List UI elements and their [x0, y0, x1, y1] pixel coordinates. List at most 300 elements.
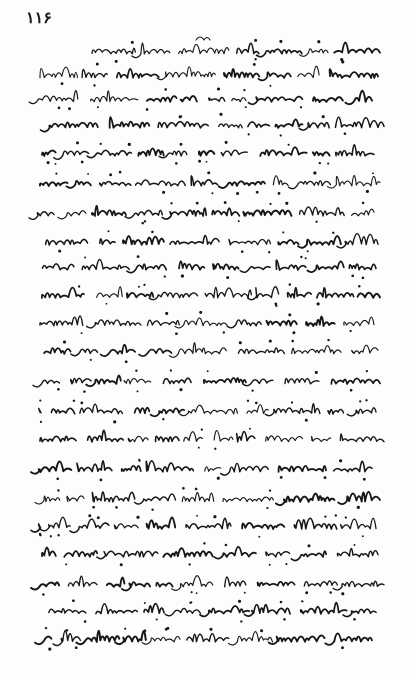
handwritten-word: [245, 605, 291, 616]
handwritten-word: [132, 43, 170, 58]
diacritic-dot: [308, 544, 311, 547]
diacritic-dot: [339, 459, 342, 462]
handwritten-word: [337, 549, 378, 557]
diacritic-dot: [269, 203, 271, 205]
handwritten-word: [214, 431, 233, 442]
diacritic-dot: [219, 113, 222, 116]
diacritic-dot: [359, 400, 361, 402]
handwritten-word: [298, 236, 341, 248]
diacritic-dot: [100, 143, 102, 145]
diacritic-dot: [162, 418, 164, 420]
handwritten-word: [331, 378, 380, 384]
handwritten-word: [266, 552, 290, 557]
diacritic-dot: [351, 274, 354, 277]
diacritic-dot: [196, 515, 198, 517]
handwritten-word: [58, 211, 86, 219]
handwritten-word: [184, 432, 203, 442]
handwritten-word: [35, 637, 51, 645]
handwritten-word: [181, 96, 197, 101]
handwritten-word: [70, 378, 91, 383]
diacritic-dot: [108, 230, 110, 232]
handwritten-word: [156, 436, 179, 441]
diacritic-dot: [199, 311, 202, 314]
diacritic-dot: [363, 478, 366, 481]
diacritic-dot: [99, 478, 102, 481]
handwritten-word: [238, 348, 284, 354]
diacritic-dot: [211, 192, 213, 194]
handwritten-word: [269, 635, 325, 644]
diacritic-dot: [344, 132, 347, 135]
diacritic-dot: [354, 544, 356, 546]
diacritic-dot: [358, 285, 361, 288]
handwritten-word: [110, 117, 150, 128]
diacritic-dot: [39, 533, 41, 535]
handwritten-word: [125, 210, 162, 218]
handwritten-word: [39, 408, 41, 413]
handwritten-word: [204, 378, 246, 383]
handwritten-word: [347, 408, 376, 416]
handwritten-word: [122, 582, 150, 590]
manuscript-line: [31, 576, 384, 596]
diacritic-dot: [350, 389, 353, 392]
manuscript-line: [49, 599, 376, 622]
manuscript-line: [35, 627, 372, 651]
diacritic-dot: [175, 332, 178, 335]
handwritten-word: [219, 124, 243, 128]
diacritic-dot: [224, 201, 227, 204]
diacritic-dot: [324, 515, 326, 517]
handwritten-word: [41, 122, 98, 131]
handwritten-word: [44, 348, 71, 354]
diacritic-dot: [56, 478, 59, 481]
diacritic-dot: [57, 388, 60, 391]
diacritic-dot: [179, 115, 182, 118]
manuscript-line: [40, 63, 378, 87]
handwritten-word: [127, 293, 153, 298]
diacritic-dot: [315, 371, 318, 374]
handwritten-word: [276, 260, 306, 270]
diacritic-dot: [353, 618, 356, 621]
handwritten-word: [82, 259, 129, 269]
manuscript-line: [41, 113, 384, 137]
diacritic-dot: [282, 231, 284, 233]
diacritic-dot: [166, 627, 169, 630]
diacritic-dot: [113, 420, 116, 423]
diacritic-dot: [288, 313, 291, 316]
handwritten-word: [213, 264, 239, 270]
diacritic-dot: [341, 646, 344, 649]
diacritic-dot: [280, 476, 283, 479]
handwritten-word: [163, 548, 212, 557]
handwritten-word: [128, 436, 148, 441]
manuscript-line: [42, 283, 380, 307]
diacritic-dot: [97, 106, 99, 108]
diacritic-dot: [162, 191, 165, 194]
handwritten-word: [337, 234, 378, 248]
diacritic-dot: [357, 506, 360, 509]
manuscript-line: [42, 542, 378, 566]
handwritten-word: [157, 67, 215, 80]
diacritic-dot: [106, 303, 108, 305]
handwritten-word: [327, 176, 380, 189]
diacritic-dot: [241, 250, 244, 253]
handwritten-word: [219, 181, 265, 188]
handwritten-word: [40, 436, 76, 441]
diacritic-dot: [84, 257, 86, 259]
diacritic-dot: [73, 400, 75, 402]
diacritic-dot: [206, 161, 208, 163]
diacritic-dot: [190, 601, 192, 603]
diacritic-dot: [135, 369, 137, 371]
manuscript-line: [31, 459, 372, 482]
manuscript-line: [42, 141, 374, 165]
handwritten-word: [158, 122, 208, 128]
diacritic-dot: [365, 399, 367, 401]
diacritic-dot: [280, 134, 282, 136]
handwritten-word: [96, 604, 137, 614]
handwritten-word: [260, 147, 307, 156]
handwritten-word: [334, 461, 372, 471]
diacritic-dot: [45, 627, 47, 629]
diacritic-dot: [292, 331, 295, 334]
handwritten-word: [76, 631, 119, 644]
handwritten-word: [114, 524, 138, 529]
diacritic-dot: [269, 564, 271, 566]
diacritic-dot: [305, 591, 308, 594]
handwritten-word: [285, 379, 319, 384]
diacritic-dot: [251, 389, 253, 391]
handwritten-word: [301, 603, 347, 614]
diacritic-dot: [240, 620, 242, 622]
diacritic-dot: [182, 487, 185, 490]
handwritten-word: [187, 634, 229, 642]
handwritten-word: [300, 207, 345, 216]
handwritten-word: [97, 551, 158, 558]
diacritic-dot: [213, 515, 216, 518]
handwritten-word: [200, 606, 249, 616]
diacritic-dot: [50, 535, 52, 537]
diacritic-dot: [225, 544, 228, 547]
diacritic-dot: [119, 171, 122, 174]
diacritic-dot: [366, 370, 368, 372]
diacritic-dot: [144, 220, 146, 222]
diacritic-dot: [317, 40, 320, 43]
diacritic-dot: [83, 390, 86, 393]
diacritic-dot: [170, 369, 172, 371]
diacritic-dot: [317, 302, 320, 305]
handwritten-word: [221, 150, 247, 156]
handwritten-word: [68, 576, 97, 587]
handwritten-word: [172, 576, 213, 591]
diacritic-dot: [253, 63, 256, 66]
diacritic-dot: [124, 628, 126, 630]
diacritic-dot: [274, 302, 277, 305]
diacritic-dot: [248, 133, 250, 135]
handwritten-word: [257, 49, 302, 57]
handwritten-word: [179, 261, 204, 270]
diacritic-dot: [214, 448, 216, 450]
diacritic-dot: [55, 163, 57, 165]
manuscript-line: [29, 87, 372, 110]
manuscript-line: [40, 171, 380, 195]
diacritic-dot: [196, 592, 198, 594]
handwritten-word: [92, 48, 135, 54]
handwritten-word: [232, 98, 246, 102]
handwritten-word: [345, 91, 372, 104]
handwritten-word: [124, 379, 151, 384]
handwritten-word: [71, 349, 98, 355]
handwritten-word: [35, 496, 60, 504]
handwritten-word: [92, 492, 134, 502]
handwritten-word: [313, 97, 343, 102]
diacritic-dot: [247, 400, 249, 402]
handwritten-word: [70, 519, 109, 532]
diacritic-dot: [313, 171, 316, 174]
handwritten-word: [237, 431, 255, 441]
handwritten-word: [29, 91, 78, 104]
diacritic-dot: [144, 602, 146, 604]
diacritic-dot: [115, 506, 118, 509]
handwritten-word: [276, 494, 334, 506]
diacritic-dot: [245, 106, 247, 108]
diacritic-dot: [164, 88, 167, 91]
handwritten-word: [29, 212, 54, 220]
handwritten-word: [64, 551, 97, 557]
diacritic-dot: [372, 172, 374, 174]
handwritten-word: [51, 408, 74, 414]
handwritten-word: [136, 180, 186, 186]
handwritten-word: [237, 43, 259, 53]
manuscript-line: [46, 230, 378, 253]
diacritic-dot: [55, 173, 57, 175]
handwritten-word: [223, 497, 273, 502]
diacritic-dot: [81, 332, 83, 334]
diacritic-dot: [362, 535, 364, 537]
diacritic-dot: [327, 339, 329, 341]
diacritic-dot: [201, 429, 203, 431]
diacritic-dot: [72, 599, 75, 602]
diacritic-dot: [81, 161, 84, 164]
diacritic-dot: [291, 340, 294, 343]
handwritten-word: [279, 466, 326, 472]
handwritten-word: [258, 72, 290, 80]
handwritten-word: [317, 288, 354, 298]
handwritten-word: [307, 261, 343, 272]
diacritic-dot: [181, 276, 183, 278]
handwritten-word: [266, 321, 296, 326]
diacritic-dot: [254, 39, 257, 42]
diacritic-dot: [125, 360, 128, 363]
diacritic-dot: [68, 107, 71, 110]
handwritten-word: [340, 434, 384, 442]
manuscript-line: [39, 399, 376, 423]
handwritten-word: [229, 632, 273, 645]
diacritic-dot: [80, 402, 83, 405]
handwritten-word: [97, 287, 123, 298]
handwritten-word: [147, 517, 176, 528]
handwritten-word: [149, 292, 198, 299]
manuscript-line: [31, 514, 376, 537]
handwritten-word: [358, 293, 380, 298]
handwritten-word: [352, 209, 374, 216]
diacritic-dot: [93, 84, 95, 86]
diacritic-dot: [136, 516, 139, 519]
diacritic-dot: [255, 402, 258, 405]
handwritten-word: [156, 583, 172, 587]
handwritten-word: [352, 345, 378, 353]
handwritten-word: [82, 69, 107, 77]
handwritten-word: [243, 379, 273, 386]
handwritten-word: [227, 320, 261, 328]
handwritten-word: [107, 578, 125, 587]
handwritten-word: [214, 547, 256, 559]
manuscript-line: [42, 255, 376, 279]
diacritic-dot: [151, 508, 153, 510]
diacritic-dot: [349, 330, 351, 332]
handwritten-word: [225, 577, 246, 587]
diacritic-dot: [196, 202, 199, 205]
diacritic-dot: [61, 82, 64, 85]
handwritten-word: [180, 405, 238, 415]
diacritic-dot: [269, 489, 271, 491]
diacritic-dot: [238, 600, 241, 603]
diacritic-dot: [244, 592, 246, 594]
handwritten-word: [240, 267, 270, 273]
handwritten-word: [288, 181, 330, 189]
handwritten-word: [247, 405, 268, 414]
diacritic-dot: [288, 144, 290, 146]
handwritten-word: [349, 264, 376, 270]
diacritic-dot: [66, 629, 69, 632]
diacritic-dot: [217, 477, 220, 480]
diacritic-dot: [48, 648, 51, 651]
diacritic-dot: [109, 173, 112, 176]
diacritic-dot: [151, 231, 154, 234]
diacritic-dot: [209, 628, 212, 631]
diacritic-dot: [285, 202, 288, 205]
handwritten-word: [288, 288, 312, 298]
handwritten-word: [67, 496, 84, 502]
diacritic-dot: [180, 143, 183, 146]
handwritten-word: [135, 494, 176, 504]
handwritten-word: [148, 320, 180, 325]
handwritten-word: [300, 49, 329, 56]
diacritic-dot: [97, 516, 100, 519]
diacritic-dot: [141, 222, 144, 225]
handwritten-word: [229, 239, 270, 245]
page-number: ۱۱۶: [26, 8, 52, 27]
diacritic-dot: [198, 160, 201, 163]
diacritic-dot: [335, 514, 337, 516]
handwritten-word: [67, 181, 91, 188]
handwritten-word: [77, 461, 112, 472]
diacritic-dot: [301, 600, 303, 602]
diacritic-dot: [198, 447, 200, 449]
handwritten-word: [273, 176, 288, 186]
handwritten-word: [243, 210, 291, 216]
handwritten-word: [313, 152, 330, 156]
handwritten-word: [275, 119, 302, 127]
handwritten-word: [144, 604, 164, 614]
diacritic-dot: [266, 507, 268, 509]
diacritic-dot: [254, 58, 256, 60]
handwritten-word: [340, 518, 376, 529]
diacritic-dot: [47, 161, 50, 164]
diacritic-dot: [115, 60, 118, 63]
diacritic-dot: [249, 428, 251, 430]
handwritten-word: [42, 151, 56, 156]
diacritic-dot: [40, 421, 42, 423]
manuscript-line: [35, 487, 380, 511]
handwritten-word: [266, 436, 303, 442]
handwritten-word: [100, 239, 115, 244]
diacritic-dot: [332, 232, 334, 234]
handwritten-word: [33, 380, 59, 387]
diacritic-dot: [207, 370, 209, 372]
handwritten-word: [87, 150, 131, 157]
handwritten-word: [258, 582, 295, 586]
diacritic-dot: [78, 285, 80, 287]
diacritic-dot: [42, 593, 45, 596]
diacritic-dot: [179, 388, 182, 391]
diacritic-dot: [137, 390, 139, 392]
diacritic-dot: [329, 591, 332, 594]
diacritic-dot: [63, 340, 66, 343]
handwritten-word: [306, 317, 334, 326]
diacritic-dot: [65, 563, 67, 565]
diacritic-dot: [175, 162, 178, 165]
diacritic-dot: [188, 563, 190, 565]
diacritic-dot: [305, 257, 307, 259]
handwritten-word: [344, 317, 374, 326]
diacritic-dot: [223, 331, 225, 333]
handwritten-word: [248, 122, 270, 127]
diacritic-dot: [90, 359, 92, 361]
handwritten-word: [328, 409, 344, 414]
handwritten-word: [80, 404, 123, 413]
handwritten-word: [299, 123, 329, 130]
diacritic-dot: [144, 629, 147, 632]
diacritic-dot: [280, 601, 283, 604]
handwritten-word: [138, 148, 163, 155]
handwritten-word: [147, 96, 177, 102]
handwritten-word: [142, 637, 180, 645]
diacritic-dot: [58, 107, 61, 110]
diacritic-dot: [239, 341, 242, 344]
handwritten-word: [165, 608, 200, 615]
diacritic-dot: [305, 419, 308, 422]
diacritic-dot: [137, 255, 140, 258]
margin-note: [196, 37, 210, 40]
handwritten-word: [248, 287, 279, 300]
handwritten-word: [122, 466, 141, 471]
handwritten-word: [42, 288, 84, 298]
handwritten-word: [40, 182, 68, 186]
handwritten-word: [205, 287, 251, 298]
handwritten-word: [31, 582, 59, 589]
handwritten-word: [179, 44, 229, 53]
diacritic-dot: [128, 143, 131, 146]
handwritten-word: [292, 346, 341, 354]
diacritic-dot: [195, 488, 198, 491]
diacritic-dot: [217, 87, 220, 90]
handwritten-word: [186, 518, 231, 529]
diacritic-dot: [300, 256, 302, 258]
handwritten-word: [209, 97, 225, 101]
diacritic-dot: [165, 312, 168, 315]
handwritten-word: [46, 239, 88, 245]
diacritic-dot: [322, 115, 325, 118]
